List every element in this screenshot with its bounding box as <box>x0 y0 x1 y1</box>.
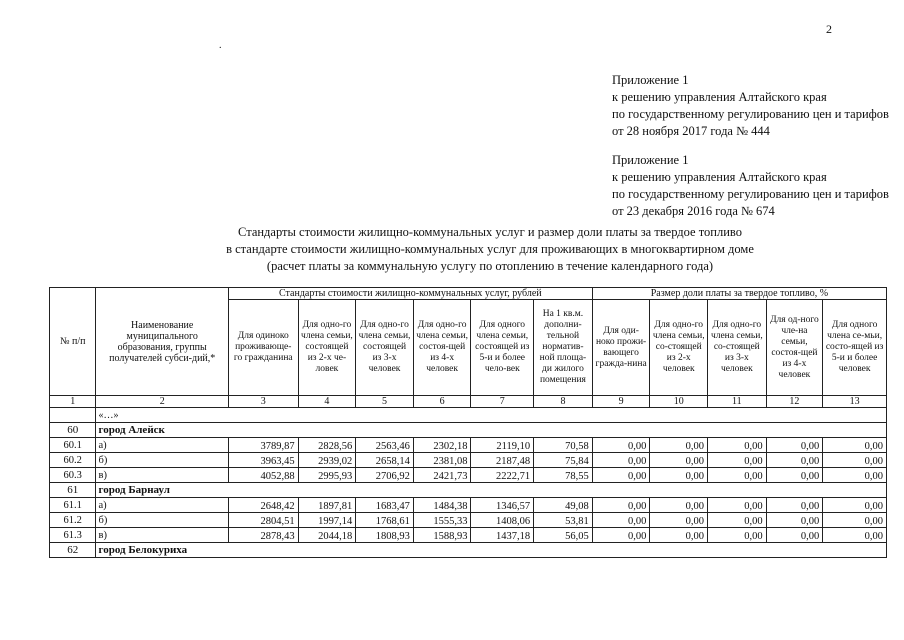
column-number: 7 <box>471 396 534 408</box>
value-cell: 2044,18 <box>298 528 356 543</box>
header-col-12: Для од-ного чле-на семьи, состоя-щей из 4-х человек <box>766 300 823 396</box>
appendix-line: от 28 ноября 2017 года № 444 <box>612 124 770 138</box>
column-number: 5 <box>356 396 414 408</box>
value-cell: 56,05 <box>534 528 593 543</box>
value-cell: 2878,43 <box>228 528 298 543</box>
value-cell: 2187,48 <box>471 453 534 468</box>
value-cell: 1808,93 <box>356 528 414 543</box>
header-col-4: Для одно-го члена семьи, состоящей из 2-х че-ловек <box>298 300 356 396</box>
value-cell: 0,00 <box>766 498 823 513</box>
column-number: 2 <box>96 396 228 408</box>
value-cell: 1437,18 <box>471 528 534 543</box>
value-cell: 1408,06 <box>471 513 534 528</box>
header-col-11: Для одно-го члена семьи, со-стоящей из 3-х человек <box>708 300 767 396</box>
value-cell: 2648,42 <box>228 498 298 513</box>
column-number: 9 <box>592 396 650 408</box>
value-cell: 4052,88 <box>228 468 298 483</box>
header-col-10: Для одно-го члена семьи, со-стоящей из 2-х человек <box>650 300 708 396</box>
value-cell: 2658,14 <box>356 453 414 468</box>
row-group: в) <box>96 468 228 483</box>
value-cell: 0,00 <box>823 453 887 468</box>
header-col-8: На 1 кв.м. дополни-тельной норматив-ной площа-ди жилого помещения <box>534 300 593 396</box>
value-cell: 0,00 <box>650 498 708 513</box>
value-cell: 1768,61 <box>356 513 414 528</box>
column-number: 3 <box>228 396 298 408</box>
appendix-line: по государственному регулированию цен и тарифов <box>612 187 889 201</box>
value-cell: 0,00 <box>708 468 767 483</box>
title-line: (расчет платы за коммунальную услугу по отоплению в течение календарного года) <box>266 259 714 273</box>
value-cell: 2995,93 <box>298 468 356 483</box>
value-cell: 0,00 <box>708 498 767 513</box>
appendix-line: Приложение 1 <box>612 73 689 87</box>
value-cell: 0,00 <box>766 513 823 528</box>
appendix-current <box>612 72 889 140</box>
value-cell: 3963,45 <box>228 453 298 468</box>
city-row <box>50 543 887 558</box>
value-cell: 2804,51 <box>228 513 298 528</box>
table-row <box>50 468 887 483</box>
value-cell: 0,00 <box>823 528 887 543</box>
value-cell: 0,00 <box>592 453 650 468</box>
value-cell: 0,00 <box>708 438 767 453</box>
value-cell: 3789,87 <box>228 438 298 453</box>
table-row <box>50 513 887 528</box>
appendix-line: к решению управления Алтайского края <box>612 90 827 104</box>
column-number: 4 <box>298 396 356 408</box>
column-number: 13 <box>823 396 887 408</box>
value-cell: 2939,02 <box>298 453 356 468</box>
appendix-line: к решению управления Алтайского края <box>612 170 827 184</box>
value-cell: 0,00 <box>650 438 708 453</box>
row-group: а) <box>96 498 228 513</box>
table-row <box>50 498 887 513</box>
value-cell: 1588,93 <box>413 528 471 543</box>
value-cell: 0,00 <box>650 528 708 543</box>
value-cell: 0,00 <box>766 453 823 468</box>
tariff-table <box>49 287 887 558</box>
value-cell: 78,55 <box>534 468 593 483</box>
city-row <box>50 483 887 498</box>
value-cell: 1897,81 <box>298 498 356 513</box>
ellipsis-cell <box>50 408 96 423</box>
city-row <box>50 423 887 438</box>
ellipsis-text: «…» <box>96 408 887 423</box>
value-cell: 1555,33 <box>413 513 471 528</box>
header-col-5: Для одно-го члена семьи, состоящей из 3-х человек <box>356 300 414 396</box>
value-cell: 53,81 <box>534 513 593 528</box>
appendix-line: по государственному регулированию цен и тарифов <box>612 107 889 121</box>
value-cell: 0,00 <box>823 468 887 483</box>
value-cell: 0,00 <box>592 513 650 528</box>
value-cell: 0,00 <box>708 528 767 543</box>
value-cell: 2563,46 <box>356 438 414 453</box>
table-row <box>50 528 887 543</box>
city-name: город Барнаул <box>96 483 887 498</box>
row-code: 61 <box>50 483 96 498</box>
column-number: 8 <box>534 396 593 408</box>
value-cell: 2119,10 <box>471 438 534 453</box>
appendix-line: от 23 декабря 2016 года № 674 <box>612 204 775 218</box>
value-cell: 0,00 <box>650 468 708 483</box>
title-line: Стандарты стоимости жилищно-коммунальных услуг и размер доли платы за твердое топливо <box>238 225 742 239</box>
title-line: в стандарте стоимости жилищно-коммунальных услуг для проживающих в многоквартирном доме <box>226 242 754 256</box>
value-cell: 2302,18 <box>413 438 471 453</box>
row-code: 61.2 <box>50 513 96 528</box>
row-group: б) <box>96 513 228 528</box>
column-number: 12 <box>766 396 823 408</box>
row-code: 62 <box>50 543 96 558</box>
value-cell: 2222,71 <box>471 468 534 483</box>
value-cell: 0,00 <box>766 528 823 543</box>
value-cell: 0,00 <box>823 438 887 453</box>
value-cell: 70,58 <box>534 438 593 453</box>
column-number: 6 <box>413 396 471 408</box>
city-name: город Алейск <box>96 423 887 438</box>
value-cell: 2381,08 <box>413 453 471 468</box>
value-cell: 0,00 <box>592 528 650 543</box>
value-cell: 0,00 <box>592 468 650 483</box>
header-group-share: Размер доли платы за твердое топливо, % <box>592 288 886 300</box>
city-name: город Белокуриха <box>96 543 887 558</box>
column-number: 10 <box>650 396 708 408</box>
value-cell: 0,00 <box>708 513 767 528</box>
column-number: 11 <box>708 396 767 408</box>
row-group: б) <box>96 453 228 468</box>
value-cell: 0,00 <box>592 438 650 453</box>
table-row <box>50 453 887 468</box>
row-code: 61.3 <box>50 528 96 543</box>
row-code: 61.1 <box>50 498 96 513</box>
value-cell: 0,00 <box>766 468 823 483</box>
value-cell: 0,00 <box>650 453 708 468</box>
row-code: 60.3 <box>50 468 96 483</box>
value-cell: 0,00 <box>823 498 887 513</box>
row-code: 60.2 <box>50 453 96 468</box>
value-cell: 0,00 <box>766 438 823 453</box>
row-group: в) <box>96 528 228 543</box>
value-cell: 0,00 <box>708 453 767 468</box>
column-number: 1 <box>50 396 96 408</box>
value-cell: 1346,57 <box>471 498 534 513</box>
value-cell: 75,84 <box>534 453 593 468</box>
value-cell: 1683,47 <box>356 498 414 513</box>
value-cell: 0,00 <box>650 513 708 528</box>
value-cell: 1484,38 <box>413 498 471 513</box>
row-group: а) <box>96 438 228 453</box>
document-title <box>190 224 790 275</box>
value-cell: 0,00 <box>823 513 887 528</box>
header-col-7: Для одного члена семьи, состоящей из 5-и и более чело-век <box>471 300 534 396</box>
row-code: 60.1 <box>50 438 96 453</box>
appendix-line: Приложение 1 <box>612 153 689 167</box>
header-group-standards: Стандарты стоимости жилищно-коммунальных услуг, рублей <box>228 288 592 300</box>
header-col-3: Для одиноко проживающе-го гражданина <box>228 300 298 396</box>
header-col-13: Для одного члена се-мьи, состо-ящей из 5-и и более человек <box>823 300 887 396</box>
row-code: 60 <box>50 423 96 438</box>
value-cell: 49,08 <box>534 498 593 513</box>
value-cell: 1997,14 <box>298 513 356 528</box>
header-col-6: Для одно-го члена семьи, состоя-щей из 4-х человек <box>413 300 471 396</box>
table-row <box>50 438 887 453</box>
value-cell: 2828,56 <box>298 438 356 453</box>
appendix-previous <box>612 152 889 220</box>
header-no: № п/п <box>50 288 96 396</box>
header-col-9: Для оди-ноко прожи-вающего гражда-нина <box>592 300 650 396</box>
value-cell: 0,00 <box>592 498 650 513</box>
value-cell: 2706,92 <box>356 468 414 483</box>
value-cell: 2421,73 <box>413 468 471 483</box>
stray-mark: . <box>219 40 222 51</box>
header-name: Наименование муниципального образования, группы получателей субси-дий,* <box>96 288 228 396</box>
page-number: 2 <box>826 22 832 36</box>
